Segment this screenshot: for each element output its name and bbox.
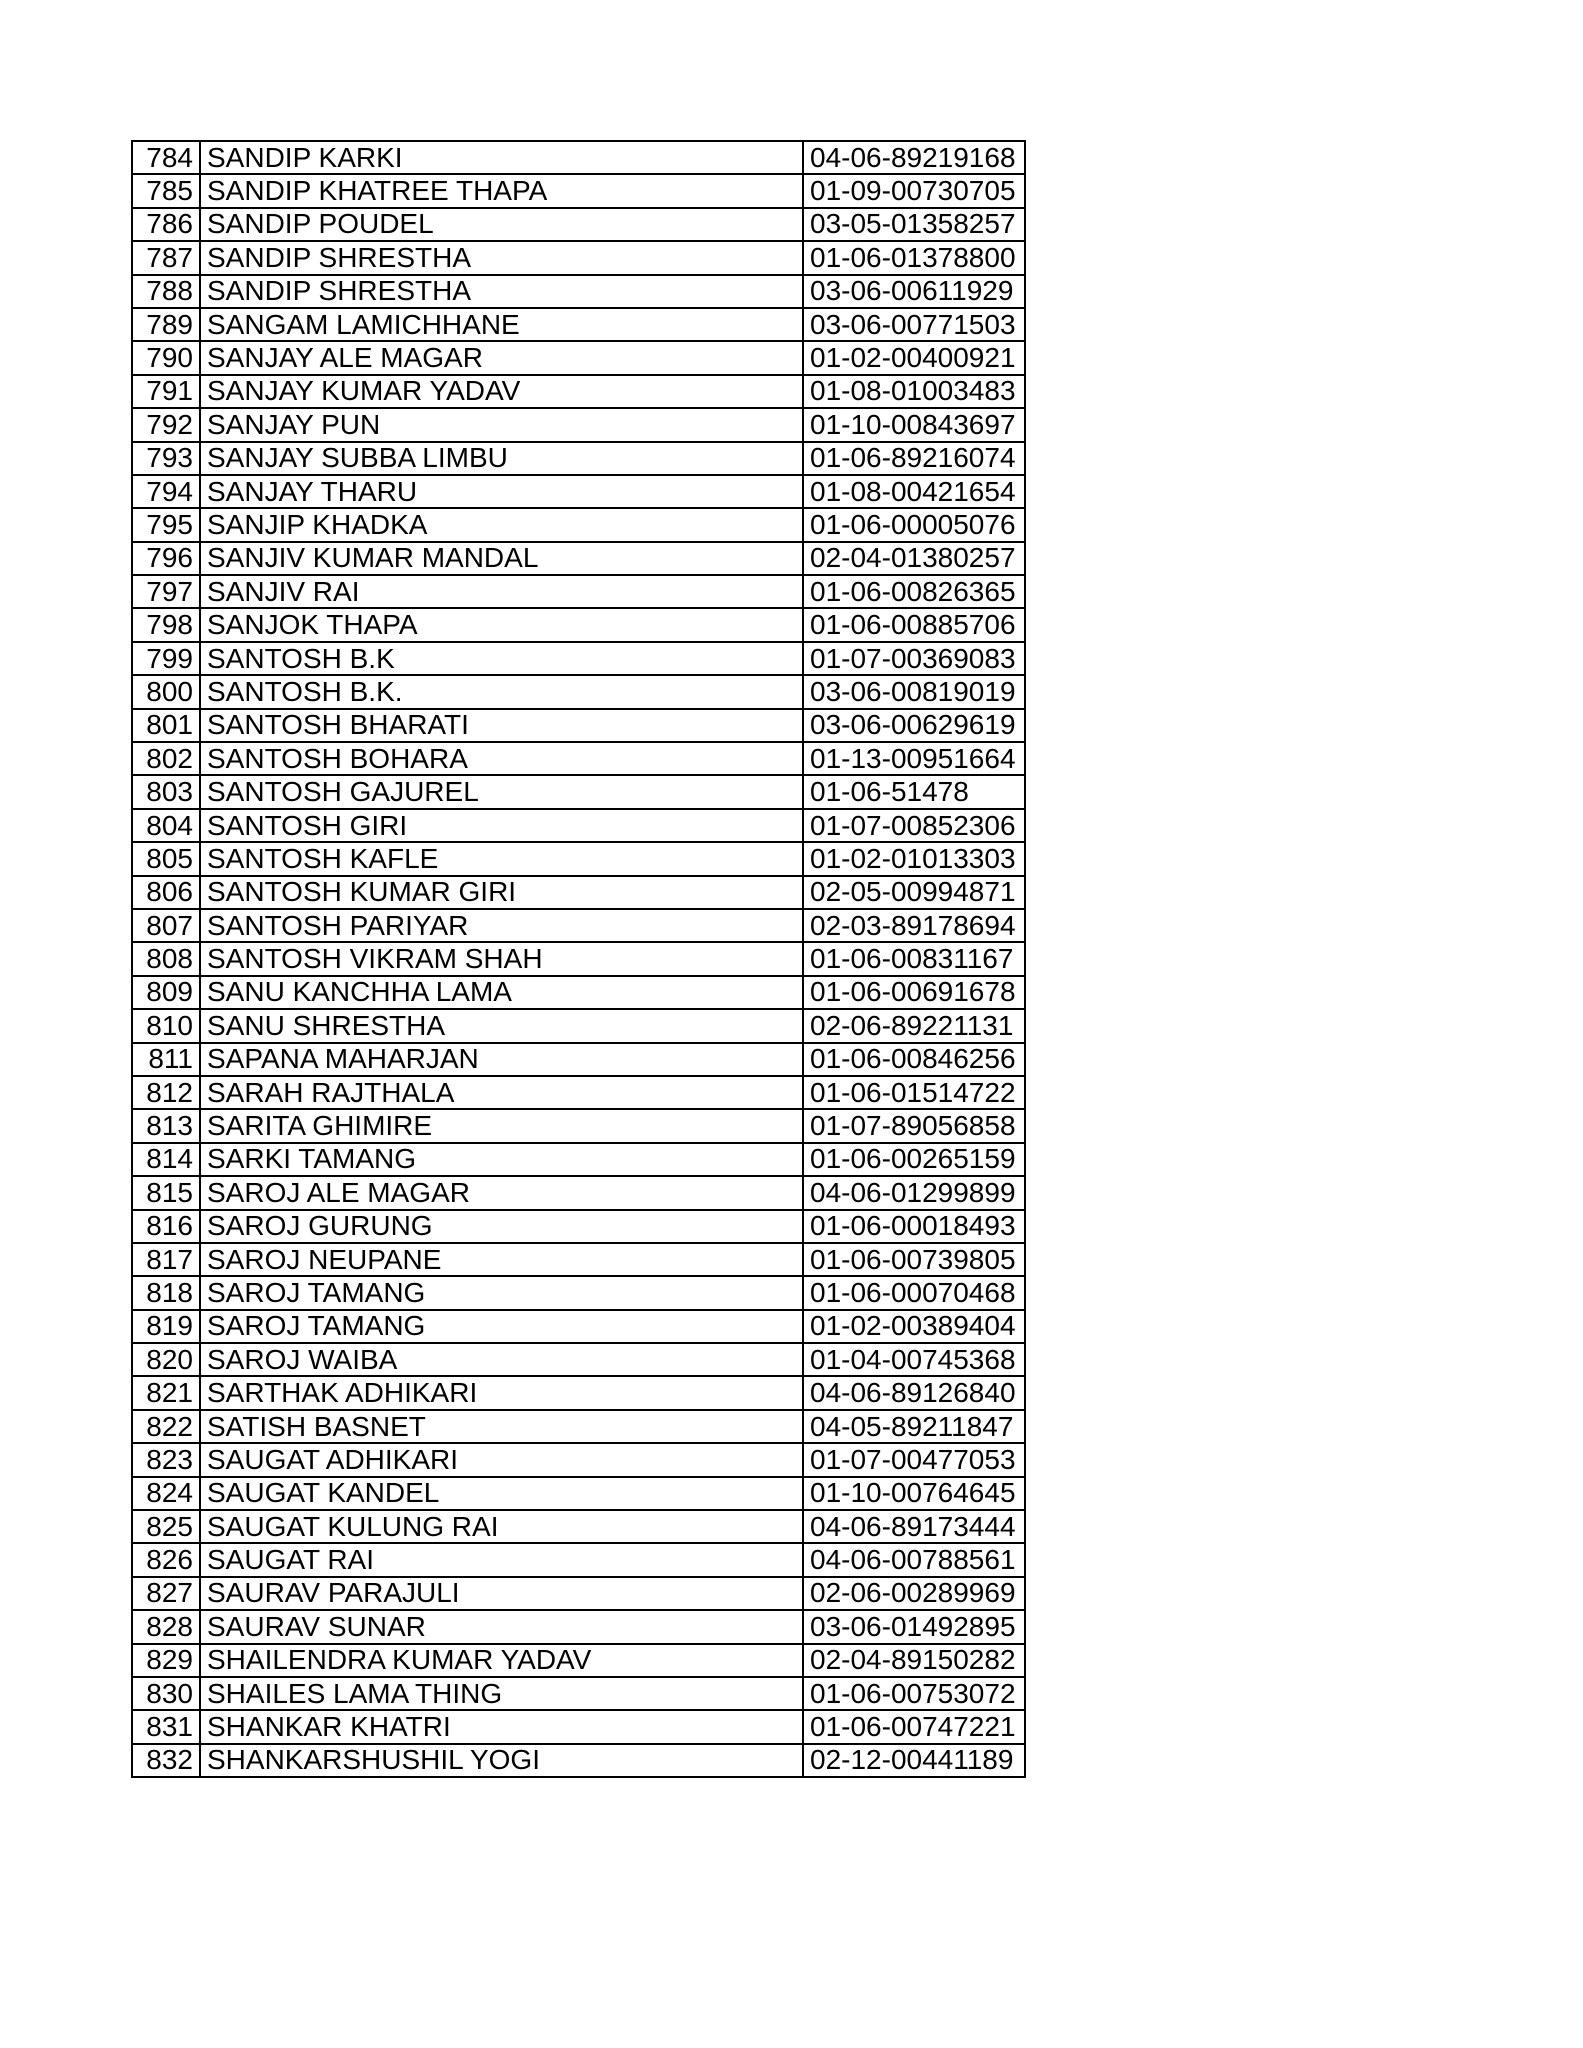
id-code: 03-06-00771503 bbox=[803, 308, 1025, 341]
row-number: 807 bbox=[132, 909, 200, 942]
id-code: 01-06-00846256 bbox=[803, 1043, 1025, 1076]
id-code: 03-06-00819019 bbox=[803, 675, 1025, 708]
person-name: SANJAY SUBBA LIMBU bbox=[200, 442, 803, 475]
id-code: 03-06-00629619 bbox=[803, 709, 1025, 742]
row-number: 803 bbox=[132, 775, 200, 808]
id-code: 01-02-00389404 bbox=[803, 1310, 1025, 1343]
row-number: 812 bbox=[132, 1076, 200, 1109]
id-code: 01-06-51478 bbox=[803, 775, 1025, 808]
table-row bbox=[132, 1477, 1025, 1510]
person-name: SARTHAK ADHIKARI bbox=[200, 1376, 803, 1409]
id-code: 01-06-00005076 bbox=[803, 508, 1025, 541]
row-number: 787 bbox=[132, 241, 200, 274]
row-number: 828 bbox=[132, 1610, 200, 1643]
id-code: 02-06-89221131 bbox=[803, 1009, 1025, 1042]
id-code: 01-09-00730705 bbox=[803, 174, 1025, 207]
person-name: SAUGAT KULUNG RAI bbox=[200, 1510, 803, 1543]
row-number: 817 bbox=[132, 1243, 200, 1276]
id-code: 01-06-01514722 bbox=[803, 1076, 1025, 1109]
row-number: 799 bbox=[132, 642, 200, 675]
id-code: 01-06-00885706 bbox=[803, 608, 1025, 641]
person-name: SATISH BASNET bbox=[200, 1410, 803, 1443]
id-code: 02-12-00441189 bbox=[803, 1744, 1025, 1777]
id-code: 01-06-00691678 bbox=[803, 976, 1025, 1009]
row-number: 825 bbox=[132, 1510, 200, 1543]
table-row bbox=[132, 1744, 1025, 1777]
row-number: 808 bbox=[132, 942, 200, 975]
person-name: SANTOSH GAJUREL bbox=[200, 775, 803, 808]
person-name: SANJOK THAPA bbox=[200, 608, 803, 641]
table-row bbox=[132, 141, 1025, 174]
id-code: 01-02-00400921 bbox=[803, 341, 1025, 374]
person-name: SANJAY ALE MAGAR bbox=[200, 341, 803, 374]
table-row bbox=[132, 942, 1025, 975]
row-number: 788 bbox=[132, 275, 200, 308]
table-row bbox=[132, 375, 1025, 408]
row-number: 813 bbox=[132, 1109, 200, 1142]
row-number: 822 bbox=[132, 1410, 200, 1443]
person-name: SHAILES LAMA THING bbox=[200, 1677, 803, 1710]
id-code: 01-06-00747221 bbox=[803, 1710, 1025, 1743]
person-name: SANJAY KUMAR YADAV bbox=[200, 375, 803, 408]
records-table-body bbox=[132, 141, 1025, 1777]
table-row bbox=[132, 608, 1025, 641]
person-name: SAPANA MAHARJAN bbox=[200, 1043, 803, 1076]
table-row bbox=[132, 308, 1025, 341]
row-number: 790 bbox=[132, 341, 200, 374]
table-row bbox=[132, 1310, 1025, 1343]
id-code: 02-06-00289969 bbox=[803, 1577, 1025, 1610]
person-name: SAUGAT ADHIKARI bbox=[200, 1443, 803, 1476]
table-row bbox=[132, 1644, 1025, 1677]
table-row bbox=[132, 1610, 1025, 1643]
table-row bbox=[132, 709, 1025, 742]
person-name: SANJAY THARU bbox=[200, 475, 803, 508]
id-code: 04-06-89173444 bbox=[803, 1510, 1025, 1543]
row-number: 827 bbox=[132, 1577, 200, 1610]
table-row bbox=[132, 1343, 1025, 1376]
person-name: SANJIV KUMAR MANDAL bbox=[200, 542, 803, 575]
records-table bbox=[131, 140, 1026, 1778]
id-code: 01-06-00265159 bbox=[803, 1143, 1025, 1176]
id-code: 01-08-01003483 bbox=[803, 375, 1025, 408]
table-row bbox=[132, 208, 1025, 241]
id-code: 03-05-01358257 bbox=[803, 208, 1025, 241]
person-name: SANTOSH BOHARA bbox=[200, 742, 803, 775]
row-number: 784 bbox=[132, 141, 200, 174]
row-number: 801 bbox=[132, 709, 200, 742]
row-number: 805 bbox=[132, 842, 200, 875]
table-row bbox=[132, 1210, 1025, 1243]
row-number: 791 bbox=[132, 375, 200, 408]
person-name: SAURAV PARAJULI bbox=[200, 1577, 803, 1610]
person-name: SANGAM LAMICHHANE bbox=[200, 308, 803, 341]
person-name: SANJIP KHADKA bbox=[200, 508, 803, 541]
id-code: 01-07-00852306 bbox=[803, 809, 1025, 842]
person-name: SANTOSH B.K bbox=[200, 642, 803, 675]
row-number: 802 bbox=[132, 742, 200, 775]
table-row bbox=[132, 1710, 1025, 1743]
person-name: SANTOSH VIKRAM SHAH bbox=[200, 942, 803, 975]
id-code: 01-04-00745368 bbox=[803, 1343, 1025, 1376]
person-name: SANTOSH KUMAR GIRI bbox=[200, 876, 803, 909]
id-code: 01-07-00477053 bbox=[803, 1443, 1025, 1476]
table-row bbox=[132, 742, 1025, 775]
row-number: 792 bbox=[132, 408, 200, 441]
row-number: 793 bbox=[132, 442, 200, 475]
id-code: 01-10-00764645 bbox=[803, 1477, 1025, 1510]
id-code: 04-06-89126840 bbox=[803, 1376, 1025, 1409]
row-number: 819 bbox=[132, 1310, 200, 1343]
row-number: 821 bbox=[132, 1376, 200, 1409]
table-row bbox=[132, 675, 1025, 708]
table-row bbox=[132, 1276, 1025, 1309]
table-row bbox=[132, 1143, 1025, 1176]
person-name: SAROJ WAIBA bbox=[200, 1343, 803, 1376]
person-name: SAROJ NEUPANE bbox=[200, 1243, 803, 1276]
person-name: SARAH RAJTHALA bbox=[200, 1076, 803, 1109]
table-row bbox=[132, 1410, 1025, 1443]
person-name: SANU SHRESTHA bbox=[200, 1009, 803, 1042]
person-name: SANDIP KHATREE THAPA bbox=[200, 174, 803, 207]
person-name: SANTOSH KAFLE bbox=[200, 842, 803, 875]
row-number: 830 bbox=[132, 1677, 200, 1710]
id-code: 02-04-89150282 bbox=[803, 1644, 1025, 1677]
id-code: 01-02-01013303 bbox=[803, 842, 1025, 875]
table-row bbox=[132, 174, 1025, 207]
row-number: 796 bbox=[132, 542, 200, 575]
person-name: SANTOSH BHARATI bbox=[200, 709, 803, 742]
person-name: SAROJ TAMANG bbox=[200, 1276, 803, 1309]
person-name: SHANKARSHUSHIL YOGI bbox=[200, 1744, 803, 1777]
person-name: SARITA GHIMIRE bbox=[200, 1109, 803, 1142]
table-row bbox=[132, 976, 1025, 1009]
id-code: 04-06-89219168 bbox=[803, 141, 1025, 174]
person-name: SAROJ TAMANG bbox=[200, 1310, 803, 1343]
id-code: 01-08-00421654 bbox=[803, 475, 1025, 508]
row-number: 798 bbox=[132, 608, 200, 641]
person-name: SAUGAT RAI bbox=[200, 1543, 803, 1576]
table-row bbox=[132, 909, 1025, 942]
table-row bbox=[132, 1443, 1025, 1476]
table-row bbox=[132, 642, 1025, 675]
person-name: SAROJ ALE MAGAR bbox=[200, 1176, 803, 1209]
person-name: SANDIP KARKI bbox=[200, 141, 803, 174]
row-number: 815 bbox=[132, 1176, 200, 1209]
table-row bbox=[132, 275, 1025, 308]
person-name: SANU KANCHHA LAMA bbox=[200, 976, 803, 1009]
id-code: 01-07-00369083 bbox=[803, 642, 1025, 675]
person-name: SANDIP SHRESTHA bbox=[200, 275, 803, 308]
row-number: 795 bbox=[132, 508, 200, 541]
row-number: 797 bbox=[132, 575, 200, 608]
table-row bbox=[132, 1677, 1025, 1710]
table-row bbox=[132, 876, 1025, 909]
row-number: 786 bbox=[132, 208, 200, 241]
id-code: 03-06-01492895 bbox=[803, 1610, 1025, 1643]
person-name: SHANKAR KHATRI bbox=[200, 1710, 803, 1743]
row-number: 816 bbox=[132, 1210, 200, 1243]
row-number: 806 bbox=[132, 876, 200, 909]
table-row bbox=[132, 1176, 1025, 1209]
id-code: 02-05-00994871 bbox=[803, 876, 1025, 909]
id-code: 03-06-00611929 bbox=[803, 275, 1025, 308]
person-name: SANJAY PUN bbox=[200, 408, 803, 441]
id-code: 04-05-89211847 bbox=[803, 1410, 1025, 1443]
row-number: 823 bbox=[132, 1443, 200, 1476]
table-row bbox=[132, 1510, 1025, 1543]
row-number: 829 bbox=[132, 1644, 200, 1677]
table-row bbox=[132, 1009, 1025, 1042]
row-number: 809 bbox=[132, 976, 200, 1009]
row-number: 814 bbox=[132, 1143, 200, 1176]
person-name: SANTOSH GIRI bbox=[200, 809, 803, 842]
row-number: 826 bbox=[132, 1543, 200, 1576]
table-row bbox=[132, 341, 1025, 374]
id-code: 04-06-01299899 bbox=[803, 1176, 1025, 1209]
id-code: 01-06-00018493 bbox=[803, 1210, 1025, 1243]
table-row bbox=[132, 809, 1025, 842]
person-name: SHAILENDRA KUMAR YADAV bbox=[200, 1644, 803, 1677]
id-code: 01-06-00739805 bbox=[803, 1243, 1025, 1276]
id-code: 01-10-00843697 bbox=[803, 408, 1025, 441]
table-row bbox=[132, 1577, 1025, 1610]
id-code: 01-07-89056858 bbox=[803, 1109, 1025, 1142]
id-code: 01-06-01378800 bbox=[803, 241, 1025, 274]
id-code: 01-06-00753072 bbox=[803, 1677, 1025, 1710]
row-number: 800 bbox=[132, 675, 200, 708]
table-row bbox=[132, 775, 1025, 808]
table-row bbox=[132, 1376, 1025, 1409]
person-name: SANTOSH B.K. bbox=[200, 675, 803, 708]
person-name: SARKI TAMANG bbox=[200, 1143, 803, 1176]
table-row bbox=[132, 1543, 1025, 1576]
id-code: 01-06-89216074 bbox=[803, 442, 1025, 475]
row-number: 818 bbox=[132, 1276, 200, 1309]
table-row bbox=[132, 1076, 1025, 1109]
row-number: 789 bbox=[132, 308, 200, 341]
id-code: 01-06-00831167 bbox=[803, 942, 1025, 975]
row-number: 811 bbox=[132, 1043, 200, 1076]
person-name: SANJIV RAI bbox=[200, 575, 803, 608]
row-number: 785 bbox=[132, 174, 200, 207]
row-number: 810 bbox=[132, 1009, 200, 1042]
table-row bbox=[132, 241, 1025, 274]
table-row bbox=[132, 1109, 1025, 1142]
id-code: 02-03-89178694 bbox=[803, 909, 1025, 942]
row-number: 832 bbox=[132, 1744, 200, 1777]
person-name: SANDIP SHRESTHA bbox=[200, 241, 803, 274]
id-code: 01-06-00826365 bbox=[803, 575, 1025, 608]
row-number: 804 bbox=[132, 809, 200, 842]
id-code: 04-06-00788561 bbox=[803, 1543, 1025, 1576]
row-number: 820 bbox=[132, 1343, 200, 1376]
table-row bbox=[132, 442, 1025, 475]
person-name: SAUGAT KANDEL bbox=[200, 1477, 803, 1510]
person-name: SANTOSH PARIYAR bbox=[200, 909, 803, 942]
row-number: 794 bbox=[132, 475, 200, 508]
table-row bbox=[132, 1043, 1025, 1076]
table-row bbox=[132, 1243, 1025, 1276]
row-number: 824 bbox=[132, 1477, 200, 1510]
id-code: 01-06-00070468 bbox=[803, 1276, 1025, 1309]
table-row bbox=[132, 575, 1025, 608]
id-code: 02-04-01380257 bbox=[803, 542, 1025, 575]
table-row bbox=[132, 508, 1025, 541]
id-code: 01-13-00951664 bbox=[803, 742, 1025, 775]
table-row bbox=[132, 542, 1025, 575]
row-number: 831 bbox=[132, 1710, 200, 1743]
table-row bbox=[132, 842, 1025, 875]
person-name: SAURAV SUNAR bbox=[200, 1610, 803, 1643]
table-row bbox=[132, 475, 1025, 508]
table-row bbox=[132, 408, 1025, 441]
person-name: SANDIP POUDEL bbox=[200, 208, 803, 241]
person-name: SAROJ GURUNG bbox=[200, 1210, 803, 1243]
